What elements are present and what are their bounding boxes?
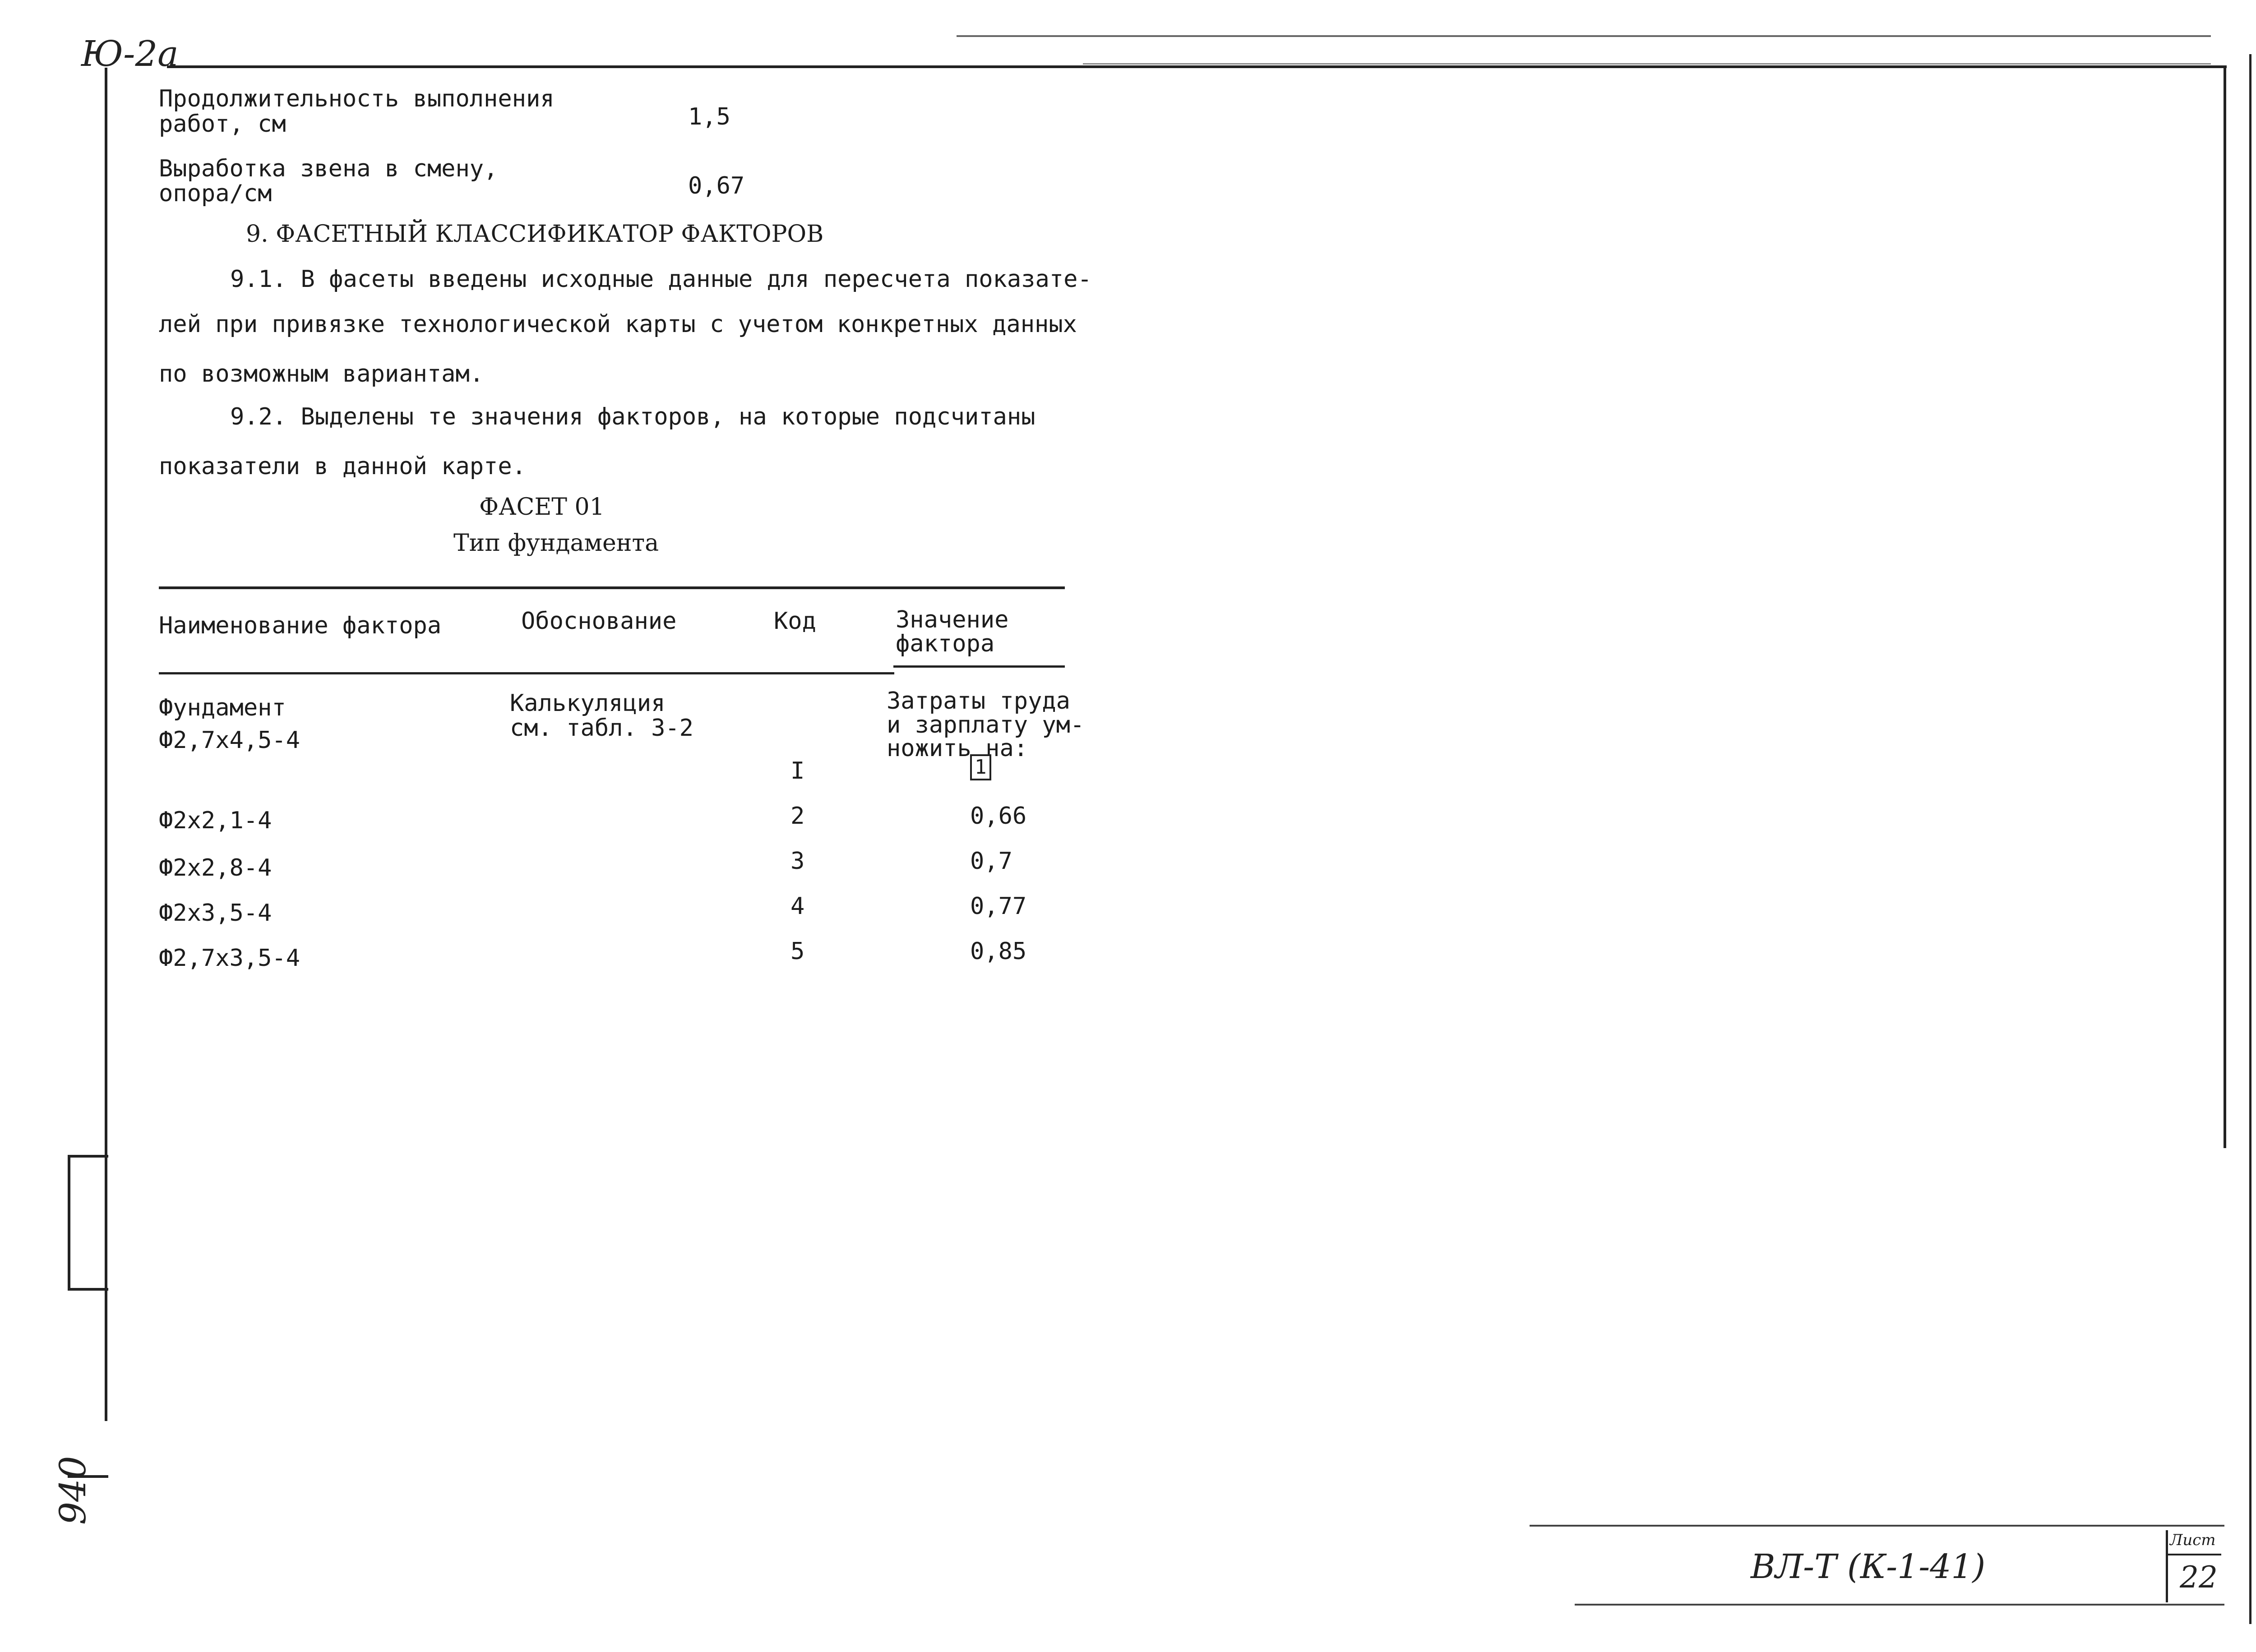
facet-title: ФАСЕТ 01 <box>479 494 605 521</box>
row-value: 0,66 <box>970 803 1027 830</box>
binding-mark-top <box>68 1155 108 1158</box>
row-factor: Ф2х3,5-4 <box>159 900 272 927</box>
para-9-1-line3: по возможным вариантам. <box>159 360 484 388</box>
row-code: 5 <box>791 938 805 965</box>
row1-basis-line2: см. табл. 3-2 <box>510 715 693 742</box>
header-value-line1: Значение <box>896 606 1009 633</box>
top-dashed-edge <box>957 35 2211 37</box>
frame-top <box>167 65 2227 68</box>
row-value: 0,7 <box>970 848 1012 875</box>
metric-label-line1: Выработка звена в смену, <box>159 155 498 182</box>
header-value-line2: фактора <box>896 630 995 657</box>
margin-number: 940 <box>52 1456 94 1525</box>
header-value-underline <box>893 665 1065 668</box>
row1-value-boxed: 1 <box>970 754 991 780</box>
header-code: Код <box>774 608 816 635</box>
frame-left <box>105 68 107 1421</box>
para-9-2-line1: 9.2. Выделены те значения факторов, на которые подсчитаны <box>230 403 1036 430</box>
document-code: ВЛ-Т (К-1-41) <box>1751 1547 1986 1586</box>
para-9-2-line2: показатели в данной карте. <box>159 453 526 480</box>
para-9-1-line1: 9.1. В фасеты введены исходные данные для пересчета показате- <box>230 266 1092 293</box>
para-9-1-line2: лей при привязке технологической карты с учетом конкретных данных <box>159 311 1077 338</box>
row-factor: Ф2х2,8-4 <box>159 854 272 881</box>
stamp-top-rule <box>1530 1525 2224 1527</box>
metric-value: 0,67 <box>688 172 745 199</box>
row-code: 2 <box>791 803 805 830</box>
row1-factor-line1: Фундамент <box>159 694 286 721</box>
metric-label-line2: опора/см <box>159 180 272 207</box>
top-dashed-edge-2 <box>1083 63 2211 65</box>
header-factor: Наименование фактора <box>159 612 442 639</box>
metric-label-line1: Продолжительность выполнения <box>159 85 555 112</box>
row1-note-line3: ножить на: <box>887 735 1028 762</box>
row-value: 0,85 <box>970 938 1027 965</box>
section-heading: 9. ФАСЕТНЫЙ КЛАССИФИКАТОР ФАКТОРОВ <box>246 221 824 248</box>
row-code: 3 <box>791 848 805 875</box>
row-factor: Ф2х2,1-4 <box>159 807 272 834</box>
outer-right-edge <box>2249 54 2251 1624</box>
stamp-bottom-rule <box>1575 1604 2224 1606</box>
row1-code: I <box>791 757 805 784</box>
table-top-rule <box>159 586 1065 589</box>
header-basis: Обоснование <box>521 608 677 635</box>
binding-mark-mid <box>68 1288 108 1291</box>
frame-right <box>2224 65 2226 1148</box>
row1-note-line2: и зарплату ум- <box>887 711 1085 738</box>
row-value: 0,77 <box>970 893 1027 920</box>
binding-mark-bar <box>68 1155 70 1290</box>
facet-subtitle: Тип фундамента <box>453 530 659 557</box>
row1-note-line1: Затраты труда <box>887 688 1070 715</box>
sheet-label: Лист <box>2170 1531 2216 1549</box>
header-bottom-rule <box>159 672 894 674</box>
metric-value: 1,5 <box>688 103 730 130</box>
sheet-divider <box>2168 1554 2221 1555</box>
corner-mark: Ю-2а <box>81 34 179 74</box>
sheet-box <box>2166 1530 2221 1602</box>
row-code: 4 <box>791 893 805 920</box>
row1-basis-line1: Калькуляция <box>510 690 666 717</box>
sheet-number: 22 <box>2180 1560 2218 1595</box>
metric-label-line2: работ, см <box>159 111 286 138</box>
row1-factor-line2: Ф2,7х4,5-4 <box>159 727 300 754</box>
row-factor: Ф2,7х3,5-4 <box>159 945 300 972</box>
